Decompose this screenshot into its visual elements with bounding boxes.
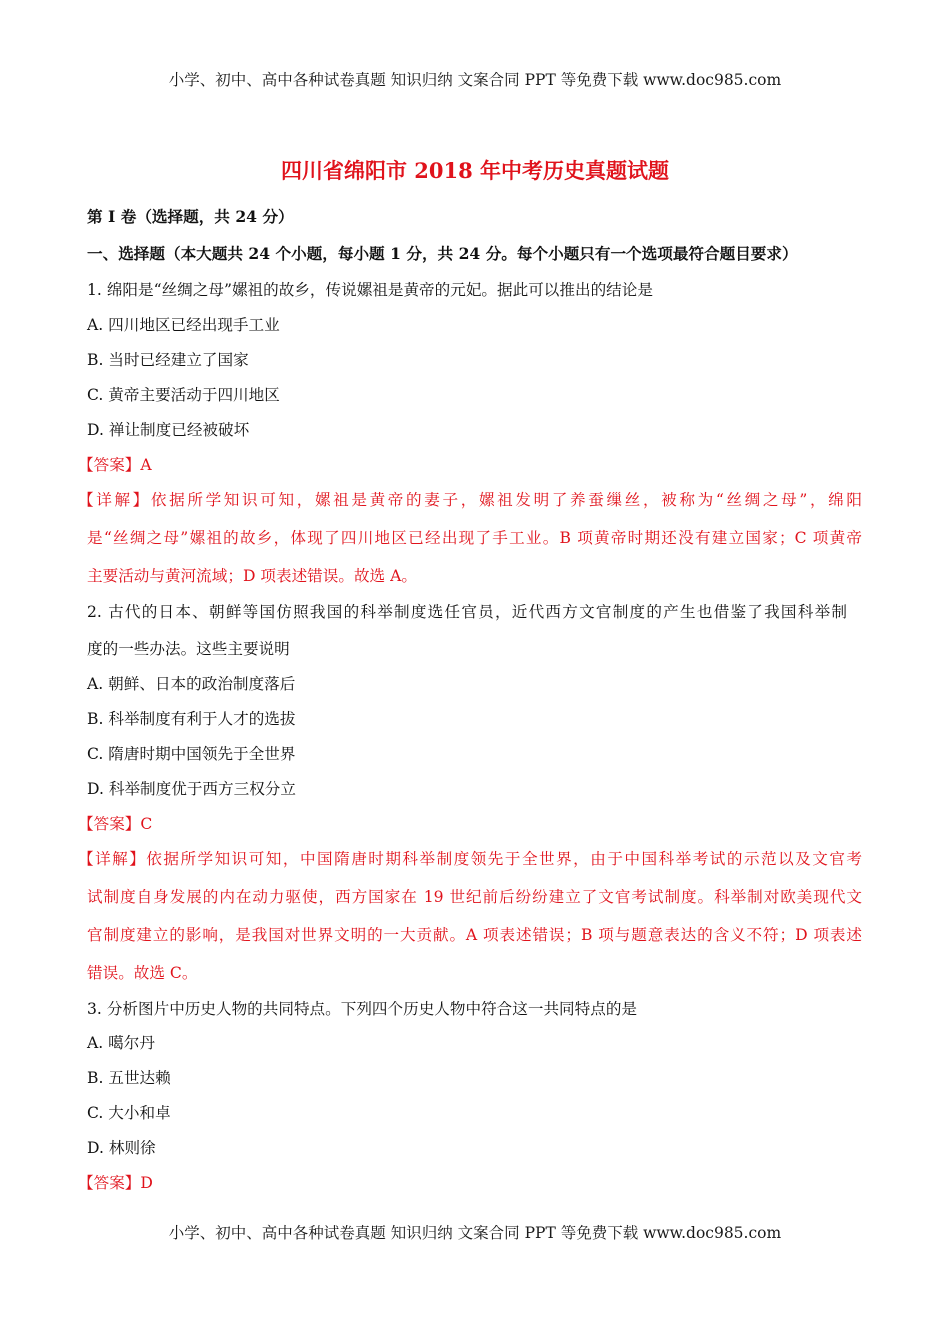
question-3-option-c: C. 大小和卓 <box>87 1104 171 1122</box>
question-2-option-a: A. 朝鲜、日本的政治制度落后 <box>87 675 296 693</box>
question-3-option-b: B. 五世达赖 <box>87 1069 171 1087</box>
question-3-stem: 3. 分析图片中历史人物的共同特点。下列四个历史人物中符合这一共同特点的是 <box>87 1000 638 1018</box>
question-1-option-d: D. 禅让制度已经被破坏 <box>87 421 250 439</box>
page-footer: 小学、初中、高中各种试卷真题 知识归纳 文案合同 PPT 等免费下载 www.doc985.com <box>168 1224 782 1242</box>
question-2-explanation-line: 试制度自身发展的内在动力驱使，西方国家在 19 世纪前后纷纷建立了文官考试制度。科举制对欧美现代文 <box>87 888 862 906</box>
question-2-stem: 2. 古代的日本、朝鲜等国仿照我国的科举制度选任官员，近代西方文官制度的产生也借鉴了我国科举制 <box>87 603 847 621</box>
question-2-explanation-line: 官制度建立的影响，是我国对世界文明的一大贡献。A 项表述错误；B 项与题意表达的含义不符；D 项表述 <box>87 926 862 944</box>
part-heading: 一、选择题（本大题共 24 个小题，每小题 1 分，共 24 分。每个小题只有一个选项最符合题目要求） <box>87 244 798 263</box>
question-2-option-b: B. 科举制度有利于人才的选拔 <box>87 710 296 728</box>
question-2-stem: 度的一些办法。这些主要说明 <box>87 640 290 658</box>
question-1-explanation-line: 【详解】依据所学知识可知，嫘祖是黄帝的妻子，嫘祖发明了养蚕缫丝，被称为“丝绸之母”，绵阳 <box>78 491 862 509</box>
question-3-answer: 【答案】D <box>78 1174 153 1192</box>
question-1-option-a: A. 四川地区已经出现手工业 <box>87 316 280 334</box>
question-2-option-d: D. 科举制度优于西方三权分立 <box>87 780 296 798</box>
question-3-option-d: D. 林则徐 <box>87 1139 156 1157</box>
question-2-option-c: C. 隋唐时期中国领先于全世界 <box>87 745 296 763</box>
question-3-option-a: A. 噶尔丹 <box>87 1034 155 1052</box>
page-title: 四川省绵阳市 2018 年中考历史真题试题 <box>280 158 670 183</box>
question-2-explanation-line: 错误。故选 C。 <box>87 964 198 982</box>
question-1-option-c: C. 黄帝主要活动于四川地区 <box>87 386 280 404</box>
question-1-option-b: B. 当时已经建立了国家 <box>87 351 249 369</box>
question-1-stem: 1. 绵阳是“丝绸之母”嫘祖的故乡，传说嫘祖是黄帝的元妃。据此可以推出的结论是 <box>87 281 653 299</box>
page-header: 小学、初中、高中各种试卷真题 知识归纳 文案合同 PPT 等免费下载 www.doc985.com <box>168 71 782 89</box>
section-heading: 第 I 卷（选择题，共 24 分） <box>87 207 294 226</box>
question-1-answer: 【答案】A <box>78 456 152 474</box>
question-1-explanation-line: 主要活动与黄河流域；D 项表述错误。故选 A。 <box>87 567 417 585</box>
question-1-explanation-line: 是“丝绸之母”嫘祖的故乡，体现了四川地区已经出现了手工业。B 项黄帝时期还没有建立国家；C 项黄帝 <box>87 529 862 547</box>
question-2-explanation-line: 【详解】依据所学知识可知，中国隋唐时期科举制度领先于全世界，由于中国科举考试的示范以及文官考 <box>78 850 862 868</box>
question-2-answer: 【答案】C <box>78 815 153 833</box>
